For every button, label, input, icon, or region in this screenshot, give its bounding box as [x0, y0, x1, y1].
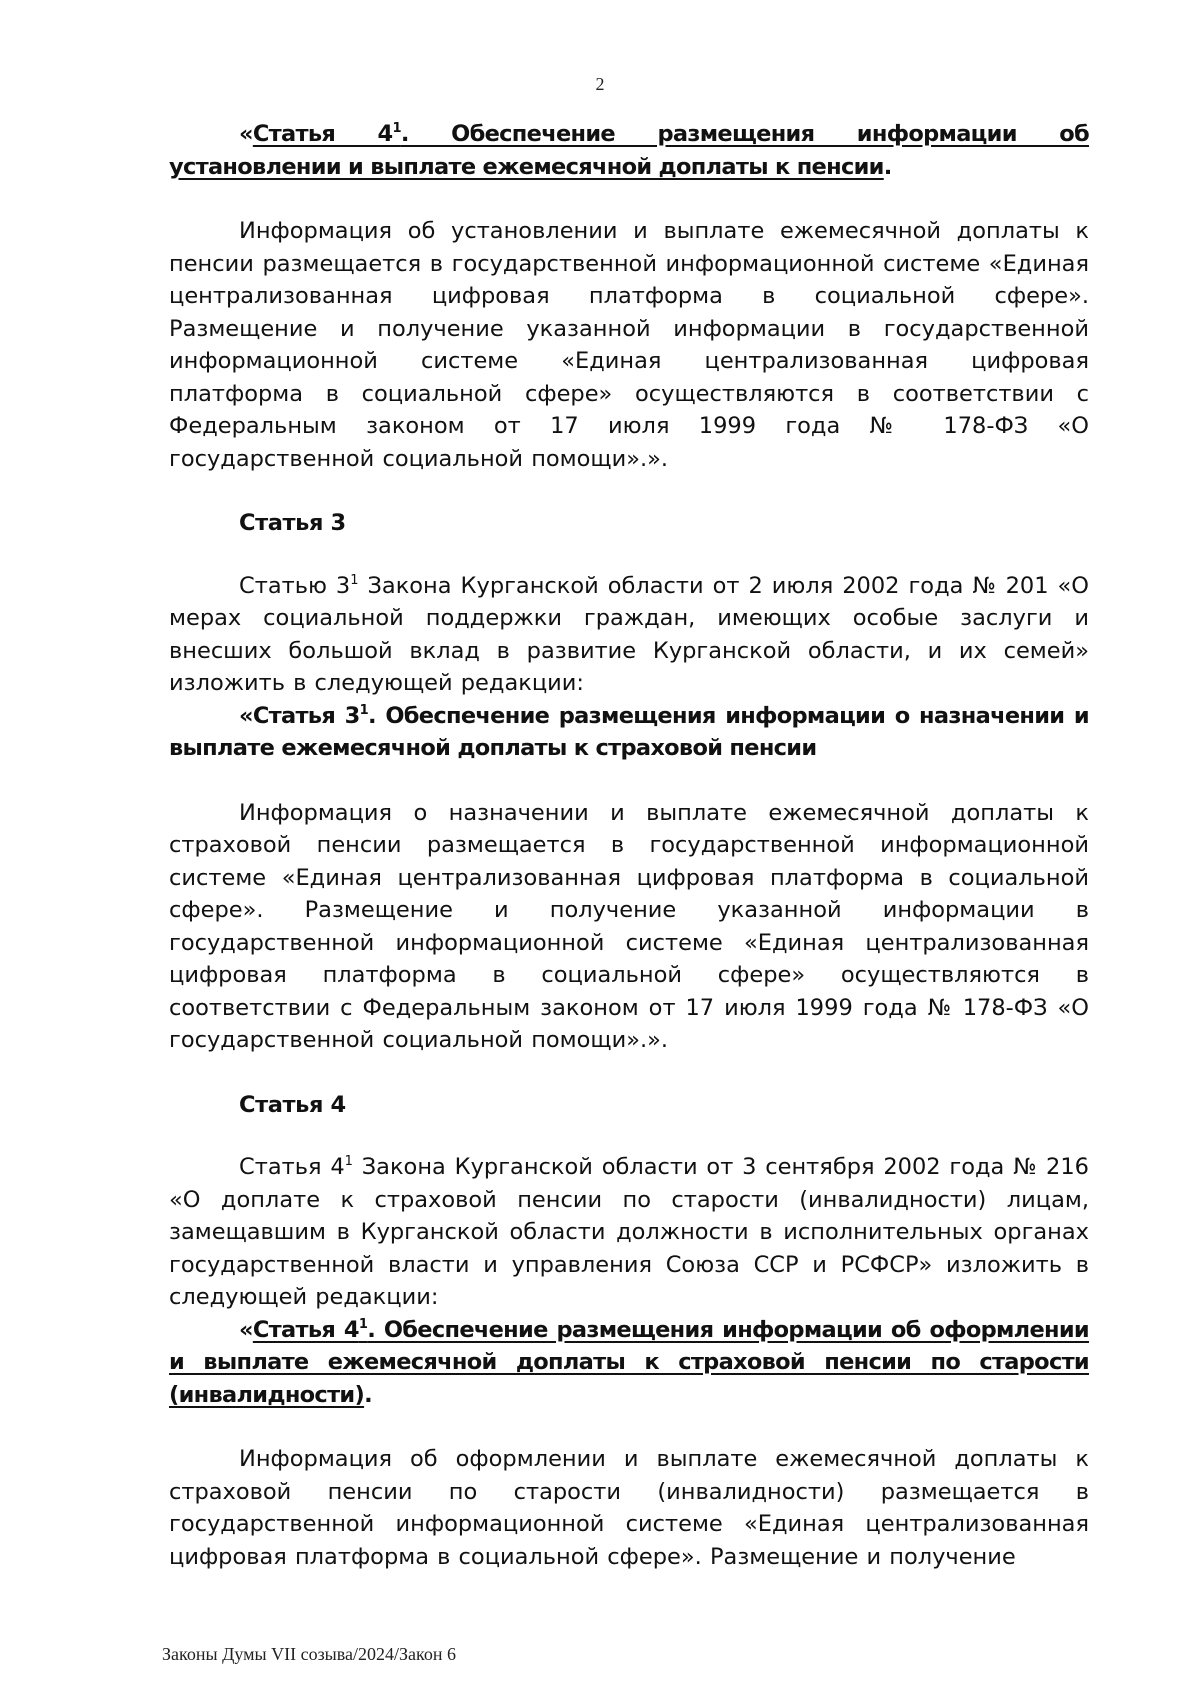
article-4-intro: Статья $4^1$ Закона Курганской области от 3 сентября 2002 года № 216 «О доплате к страховой пенсии по старости (инвалидности) лицам, замещавшим в Курганской области должности в исполнительных органах государственной власти и управления Союза ССР и РСФСР» изложить в следующей редакции:	[169, 1154, 1089, 1310]
heading-open-quote: «	[239, 121, 253, 147]
heading-underlined-text: Статья $4^1$. Обеспечение размещения информации об оформлении и выплате ежемесячной доплаты к страховой пенсии по старости (инвалидности)	[169, 1316, 1089, 1408]
article-4-1-body: Информация об установлении и выплате ежемесячной доплаты к пенсии размещается в государственной информационной системе «Единая централизованная цифровая платформа в социальной сфере». Размещение и получение указанной информации в государственной информационной системе «Единая централизованная цифровая платформа в социальной сфере» осуществляются в соответствии с Федеральным законом от 17 июля 1999 года № 178-ФЗ «О государственной социальной помощи».».	[169, 218, 1089, 472]
document-body	[169, 118, 1089, 1573]
article-3-intro: Статью $3^1$ Закона Курганской области от 2 июля 2002 года № 201 «О мерах социальной поддержки граждан, имеющих особые заслуги и внесших большой вклад в развитие Курганской области, и их семей» изложить в следующей редакции:	[169, 572, 1089, 696]
article-3-1-body: Информация о назначении и выплате ежемесячной доплаты к страховой пенсии размещается в государственной информационной системе «Единая централизованная цифровая платформа в социальной сфере». Размещение и получение указанной информации в государственной информационной системе «Единая централизованная цифровая платформа в социальной сфере» осуществляются в соответствии с Федеральным законом от 17 июля 1999 года № 178-ФЗ «О государственной социальной помощи».».	[169, 799, 1089, 1053]
heading-underlined-text: Статья $4^1$. Обеспечение размещения информации об установлении и выплате ежемесячной доплаты к пенсии	[169, 121, 1090, 180]
article-4-1-heading	[169, 118, 1089, 183]
article-3-1-heading: «Статья $3^1$. Обеспечение размещения информации о назначении и выплате ежемесячной доплаты к страховой пенсии	[169, 702, 1089, 761]
article-4-1-new-heading: «Статья $4^1$. Обеспечение размещения информации об оформлении и выплате ежемесячной доплаты к страховой пенсии по старости (инвалидности).	[169, 1316, 1089, 1408]
heading-close-period: .	[883, 153, 892, 180]
article-4-title: Статья 4	[239, 1091, 346, 1118]
footer-doc-reference: Законы Думы VII созыва/2024/Закон 6	[162, 1644, 456, 1664]
article-3-title: Статья 3	[239, 510, 346, 536]
page-number: 2	[595, 74, 605, 94]
article-4-1-new-body: Информация об оформлении и выплате ежемесячной доплаты к страховой пенсии по старости (инвалидности) размещается в государственной информационной системе «Единая централизованная цифровая платформа в социальной сфере». Размещение и получение	[169, 1446, 1089, 1570]
